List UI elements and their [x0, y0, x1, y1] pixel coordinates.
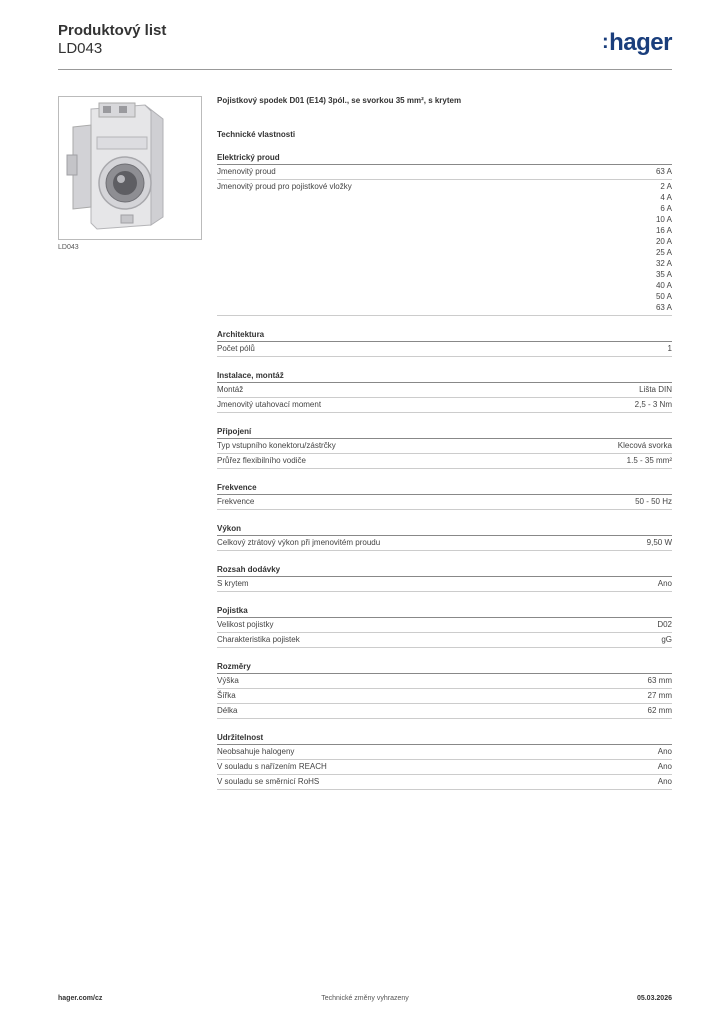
spec-value: Ano [657, 579, 672, 588]
spec-label: S krytem [217, 579, 249, 588]
spec-value: 2,5 - 3 Nm [634, 400, 672, 409]
spec-value: Ano [657, 747, 672, 756]
footer-disclaimer: Technické změny vyhrazeny [321, 995, 409, 1002]
spec-value: 50 - 50 Hz [635, 497, 672, 506]
spec-row [217, 398, 672, 413]
spec-section [217, 605, 672, 648]
product-code: LD043 [58, 40, 103, 57]
spec-value: 6 A [660, 204, 672, 213]
spec-row [217, 745, 672, 760]
spec-section [217, 152, 672, 316]
spec-value: Ano [657, 777, 672, 786]
spec-value: 62 mm [647, 706, 672, 715]
section-title: Instalace, montáž [217, 370, 672, 383]
spec-label: Frekvence [217, 497, 255, 506]
spec-section [217, 426, 672, 469]
spec-value: D02 [657, 620, 672, 629]
spec-row [217, 495, 672, 510]
section-title: Rozměry [217, 661, 672, 674]
spec-section [217, 523, 672, 551]
spec-value: 25 A [655, 248, 672, 257]
section-title: Elektrický proud [217, 152, 672, 165]
spec-value: 9,50 W [646, 538, 672, 547]
spec-row [217, 536, 672, 551]
spec-value: 63 A [655, 167, 672, 176]
spec-value: 27 mm [647, 691, 672, 700]
spec-value: 63 A [655, 303, 672, 312]
spec-value: 63 mm [647, 676, 672, 685]
spec-value: 10 A [655, 215, 672, 224]
spec-row [217, 180, 672, 316]
footer-website: hager.com/cz [58, 995, 103, 1002]
section-title: Výkon [217, 523, 672, 536]
spec-value: 40 A [655, 281, 672, 290]
spec-label: Neobsahuje halogeny [217, 747, 295, 756]
spec-value: 2 A [660, 182, 672, 191]
spec-row [217, 775, 672, 790]
spec-section [217, 482, 672, 510]
spec-row [217, 633, 672, 648]
spec-row [217, 165, 672, 180]
spec-value: 4 A [660, 193, 672, 202]
spec-label: V souladu s nařízením REACH [217, 762, 327, 771]
tech-properties-title: Technické vlastnosti [217, 130, 296, 139]
spec-label: Výška [217, 676, 239, 685]
spec-label: Montáž [217, 385, 244, 394]
spec-row [217, 454, 672, 469]
spec-row [217, 577, 672, 592]
spec-label: Počet pólů [217, 344, 255, 353]
spec-content [217, 95, 672, 790]
spec-value: 20 A [655, 237, 672, 246]
spec-value: Ano [657, 762, 672, 771]
spec-label: V souladu se směrnicí RoHS [217, 777, 320, 786]
page-title: Produktový list [58, 22, 167, 39]
product-image [58, 96, 202, 240]
section-title: Rozsah dodávky [217, 564, 672, 577]
spec-row [217, 342, 672, 357]
spec-row [217, 383, 672, 398]
spec-value: 50 A [655, 292, 672, 301]
spec-label: Celkový ztrátový výkon při jmenovitém proudu [217, 538, 381, 547]
spec-value: 16 A [655, 226, 672, 235]
spec-section [217, 732, 672, 790]
spec-value: Klecová svorka [617, 441, 672, 450]
section-title: Pojistka [217, 605, 672, 618]
spec-value-list [656, 181, 672, 313]
image-caption: LD043 [58, 244, 79, 251]
spec-label: Jmenovitý proud [217, 167, 276, 176]
spec-label: Jmenovitý proud pro pojistkové vložky [217, 182, 352, 191]
spec-value: gG [661, 635, 672, 644]
spec-value: 35 A [655, 270, 672, 279]
spec-label: Typ vstupního konektoru/zástrčky [217, 441, 336, 450]
spec-row [217, 618, 672, 633]
hager-logo: :hager [601, 29, 672, 56]
spec-label: Charakteristika pojistek [217, 635, 300, 644]
spec-row [217, 689, 672, 704]
page-footer [58, 995, 672, 1009]
spec-value: 1.5 - 35 mm² [626, 456, 672, 465]
spec-row [217, 704, 672, 719]
spec-section [217, 564, 672, 592]
spec-section [217, 661, 672, 719]
section-title: Připojení [217, 426, 672, 439]
product-title: Pojistkový spodek D01 (E14) 3pól., se svorkou 35 mm², s krytem [217, 96, 462, 105]
spec-row [217, 674, 672, 689]
header-divider [58, 69, 672, 70]
spec-value: 32 A [655, 259, 672, 268]
spec-label: Jmenovitý utahovací moment [217, 400, 322, 409]
section-title: Frekvence [217, 482, 672, 495]
spec-label: Šířka [217, 691, 236, 700]
spec-value: Lišta DIN [639, 385, 672, 394]
spec-label: Průřez flexibilního vodiče [217, 456, 306, 465]
spec-sections [217, 152, 672, 790]
footer-date: 05.03.2026 [636, 995, 672, 1002]
spec-label: Délka [217, 706, 238, 715]
spec-section [217, 370, 672, 413]
section-title: Udržitelnost [217, 732, 672, 745]
spec-label: Velikost pojistky [217, 620, 274, 629]
logo-text: hager [609, 29, 672, 56]
spec-section [217, 329, 672, 357]
spec-value: 1 [667, 344, 672, 353]
spec-row [217, 760, 672, 775]
section-title: Architektura [217, 329, 672, 342]
page-header [58, 22, 672, 68]
spec-row [217, 439, 672, 454]
